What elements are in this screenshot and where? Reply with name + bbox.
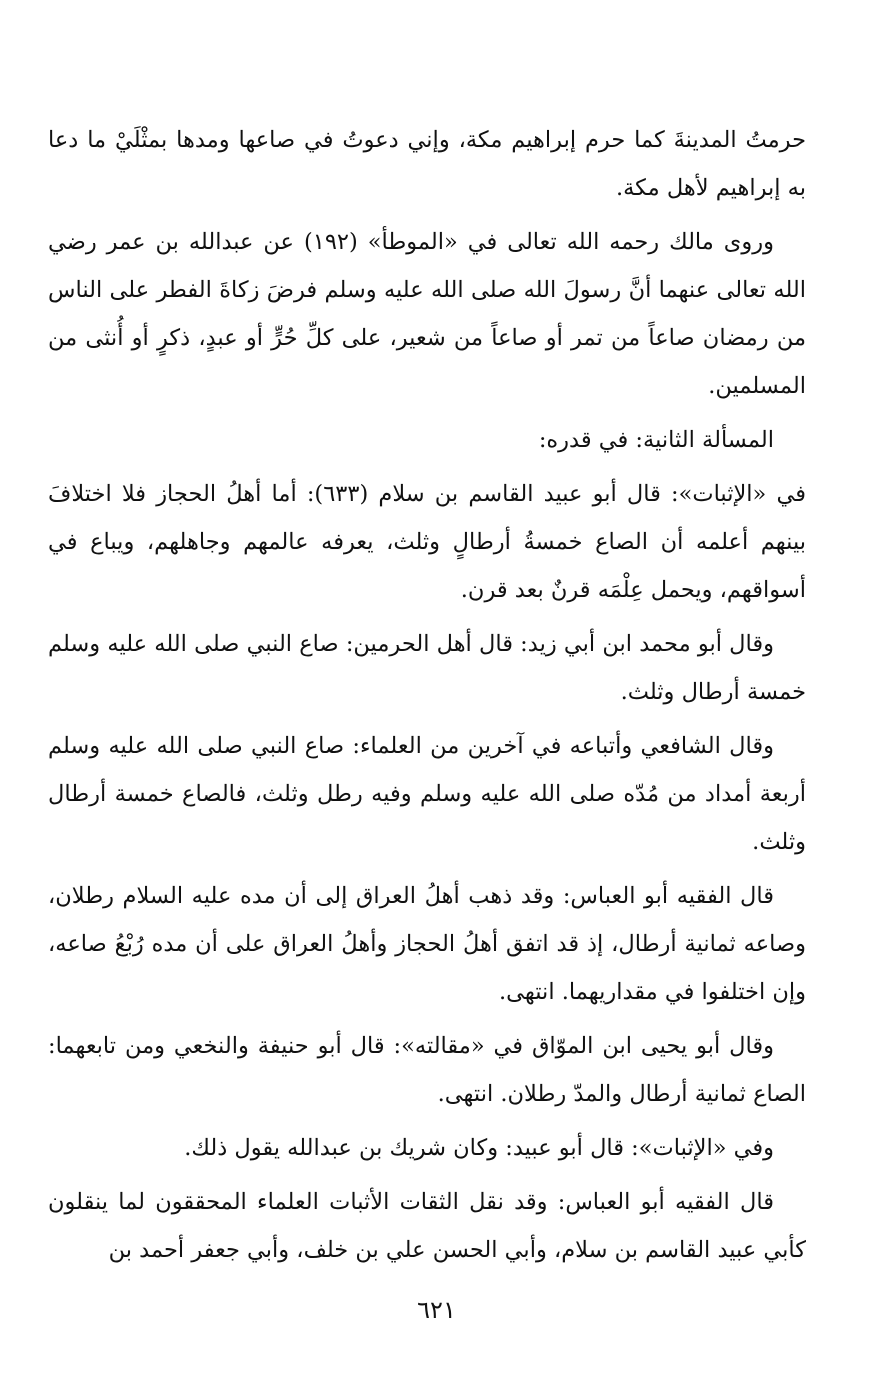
paragraph: قال الفقيه أبو العباس: وقد ذهب أهلُ العراق إلى أن مده عليه السلام رطلان، وصاعه ثمانية أرطال، إذ قد اتفق أهلُ الحجاز وأهلُ العراق على أن مده رُبْعُ صاعه، وإن اختلفوا في مقداريهما. انتهى. bbox=[48, 883, 806, 1005]
section-heading: المسألة الثانية: في قدره: bbox=[538, 427, 774, 453]
paragraph: وقال أبو يحيى ابن الموّاق في «مقالته»: قال أبو حنيفة والنخعي ومن تابعهما: الصاع ثمانية أرطال والمدّ رطلان. انتهى. bbox=[48, 1033, 806, 1107]
paragraph: وروى مالك رحمه الله تعالى في «الموطأ» (١٩٢) عن عبدالله بن عمر رضي الله تعالى عنهما أنَّ رسولَ الله صلى الله عليه وسلم فرضَ زكاةَ الفطر على الناس من رمضان صاعاً من تمر أو صاعاً من شعير، على كلِّ حُرٍّ أو عبدٍ، ذكرٍ أو أُنثى من المسلمين. bbox=[48, 229, 806, 399]
page-number: ٦٢١ bbox=[417, 1296, 456, 1324]
paragraph: وقال الشافعي وأتباعه في آخرين من العلماء: صاع النبي صلى الله عليه وسلم أربعة أمداد من مُدّه صلى الله عليه وسلم وفيه رطل وثلث، فالصاع خمسة أرطال وثلث. bbox=[48, 733, 806, 855]
paragraph: وفي «الإثبات»: قال أبو عبيد: وكان شريك بن عبدالله يقول ذلك. bbox=[184, 1135, 774, 1161]
paragraph: في «الإثبات»: قال أبو عبيد القاسم بن سلام (٦٣٣): أما أهلُ الحجاز فلا اختلافَ بينهم أعلمه أن الصاع خمسةُ أرطالٍ وثلث، يعرفه عالمهم وجاهلهم، ويباع في أسواقهم، ويحمل عِلْمَه قرنٌ بعد قرن. bbox=[48, 481, 806, 603]
paragraph: حرمتُ المدينةَ كما حرم إبراهيم مكة، وإني دعوتُ في صاعها ومدها بمثْلَيْ ما دعا به إبراهيم لأهل مكة. bbox=[48, 127, 806, 201]
paragraph: قال الفقيه أبو العباس: وقد نقل الثقات الأثبات العلماء المحققون لما ينقلون كأبي عبيد القاسم بن سلام، وأبي الحسن علي بن خلف، وأبي جعفر أحمد بن bbox=[48, 1189, 806, 1263]
paragraph: وقال أبو محمد ابن أبي زيد: قال أهل الحرمين: صاع النبي صلى الله عليه وسلم خمسة أرطال وثلث. bbox=[48, 631, 806, 705]
body-text bbox=[48, 116, 806, 1280]
